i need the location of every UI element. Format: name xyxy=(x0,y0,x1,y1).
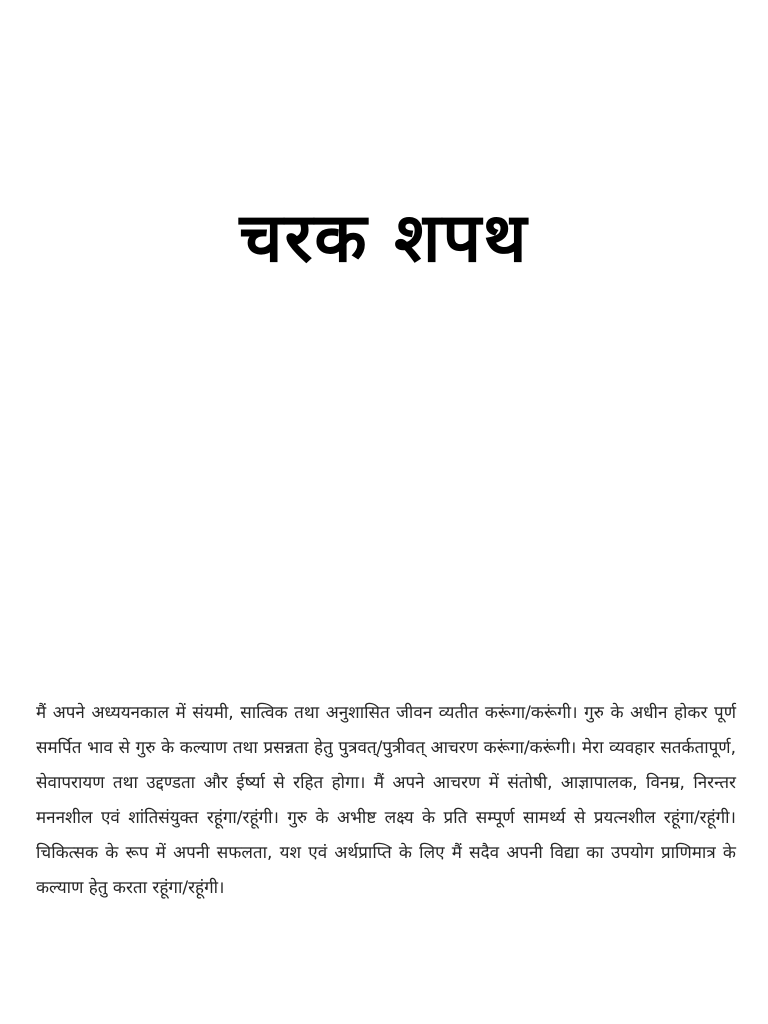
page-title: चरक शपथ xyxy=(239,199,529,278)
oath-paragraph: मैं अपने अध्ययनकाल में संयमी, सात्विक तथा अनुशासित जीवन व्यतीत करूंगा/करूंगी। गुरु के अधीन होकर पूर्ण समर्पित भाव से गुरु के कल्याण तथा प्रसन्नता हेतु पुत्रवत्/पुत्रीवत् आचरण करूंगा/करूंगी। मेरा व्यवहार सतर्कतापूर्ण, सेवापरायण तथा उद्दण्डता और ईर्ष्या से रहित होगा। मैं अपने आचरण में संतोषी, आज्ञापालक, विनम्र, निरन्तर मननशील एवं शांतिसंयुक्त रहूंगा/रहूंगी। गुरु के अभीष्ट लक्ष्य के प्रति सम्पूर्ण सामर्थ्य से प्रयत्नशील रहूंगा/रहूंगी। चिकित्सक के रूप में अपनी सफलता, यश एवं अर्थप्राप्ति के लिए मैं सदैव अपनी विद्या का उपयोग प्राणिमात्र के कल्याण हेतु करता रहूंगा/रहूंगी। xyxy=(36,703,736,898)
